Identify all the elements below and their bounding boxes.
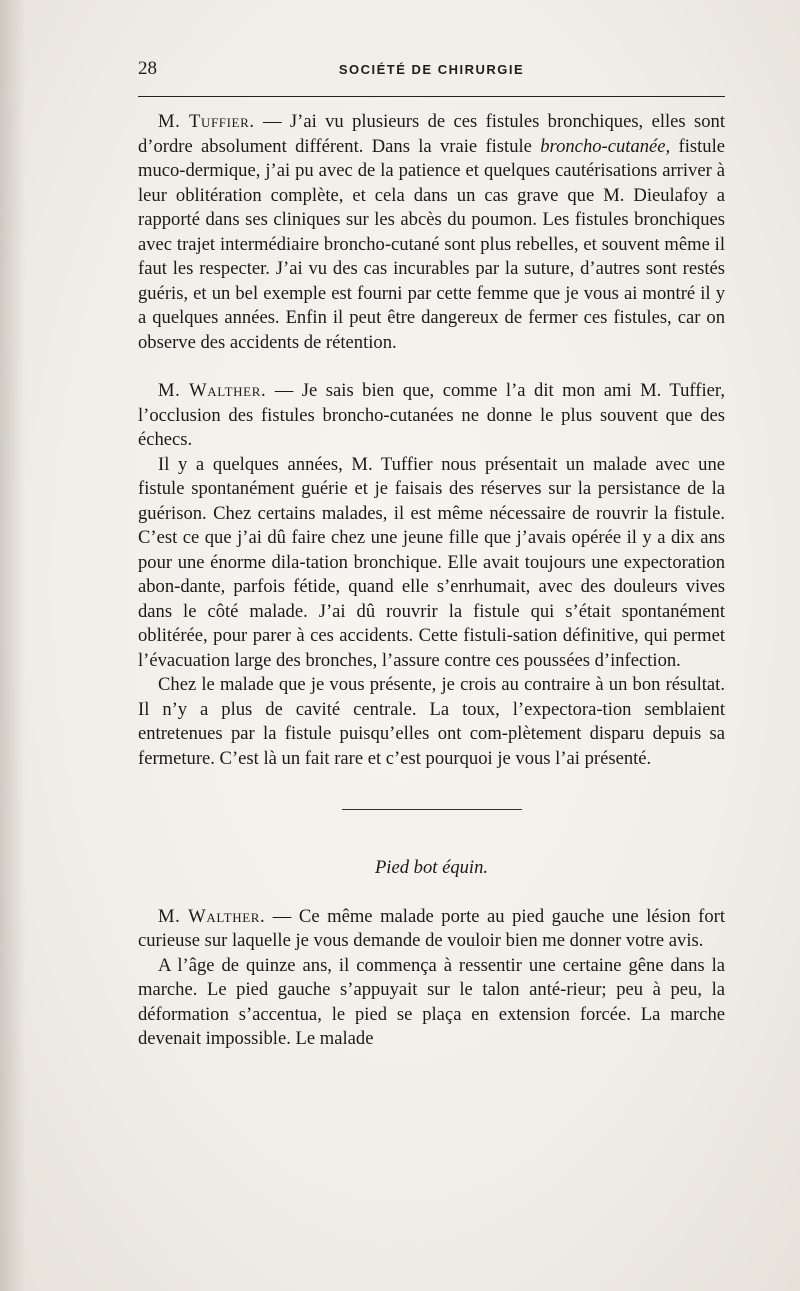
paragraph-text: fistule muco-dermique, j’ai pu avec de la patience et quelques cautérisations arriver à leur oblitération complète, et cela dans un cas grave que M. Dieulafoy a rapporté dans ses cliniques sur les abcès du poumon. Les fistules bronchiques avec trajet intermédiaire broncho-cutané sont plus rebelles, et souvent même il faut les respecter. J’ai vu des cas incurables par la suture, d’autres sont restés guéris, et un bel exemple est fourni par cette femme que je vous ai montré il y a quelques années. Enfin il peut être dangereux de fermer ces fistules, car on observe des accidents de rétention.: [138, 135, 725, 353]
paragraph: A l’âge de quinze ans, il commença à ressentir une certaine gêne dans la marche. Le pied gauche s’appuyait sur le talon anté-rieur; peu à peu, la déformation s’accentua, le pied se plaça en extension forcée. La marche devenait impossible. Le malade: [138, 954, 725, 1049]
speaker-name: M. Walther.: [158, 905, 266, 927]
running-title: SOCIÉTÉ DE CHIRURGIE: [338, 62, 525, 77]
section-title: Pied bot équin.: [374, 857, 489, 878]
article-body: [138, 110, 725, 1052]
header-rule: [138, 96, 725, 97]
speaker-name: M. Walther.: [158, 380, 267, 401]
paragraph-text: — Je sais bien que, comme l’a dit mon ami M. Tuffier, l’occlusion des fistules broncho-cutanées ne donne le plus souvent que des échecs.: [138, 380, 725, 450]
paragraph-walther-2: [138, 905, 725, 954]
paragraph: Chez le malade que je vous présente, je crois au contraire à un bon résultat. Il n’y a plus de cavité centrale. La toux, l’expectora-tion semblaient entretenues par la fistule puisqu’elles ont com-plètement disparu depuis sa fermeture. C’est là un fait rare et c’est pourquoi je vous l’ai présenté.: [138, 674, 725, 769]
paragraph-tuffier: [138, 110, 725, 355]
speaker-name: M. Tuffier.: [158, 111, 255, 132]
paragraph: Il y a quelques années, M. Tuffier nous présentait un malade avec une fistule spontanément guérie et je faisais des réserves sur la persistance de la guérison. Chez certains malades, il est même nécessaire de rouvrir la fistule. C’est ce que j’ai dû faire chez une jeune fille que j’avais opérée il y a dix ans pour une énorme dila-tation bronchique. Elle avait toujours une expectoration abon-dante, parfois fétide, quand elle s’enrhumait, avec des douleurs vives dans le côté malade. J’ai dû rouvrir la fistule qui s’était spontanément oblitérée, pour parer à ces accidents. Cette fistuli-sation définitive, qui permet l’évacuation large des bronches, l’assure contre ces poussées d’infection.: [138, 453, 725, 671]
italic-term: broncho-cutanée,: [540, 135, 671, 157]
paragraph-walther-1: [138, 379, 725, 453]
page-edge-shadow: [0, 0, 26, 1291]
page-number: 28: [138, 58, 157, 79]
page-header: [138, 58, 725, 86]
paragraph-text: — Ce même malade porte au pied gauche une lésion fort curieuse sur laquelle je vous demande de vouloir bien me donner votre avis.: [138, 905, 725, 951]
paragraph-text: — J’ai vu plusieurs de ces fistules bronchiques, elles sont d’ordre absolument différent. Dans la vraie fistule: [138, 111, 725, 157]
